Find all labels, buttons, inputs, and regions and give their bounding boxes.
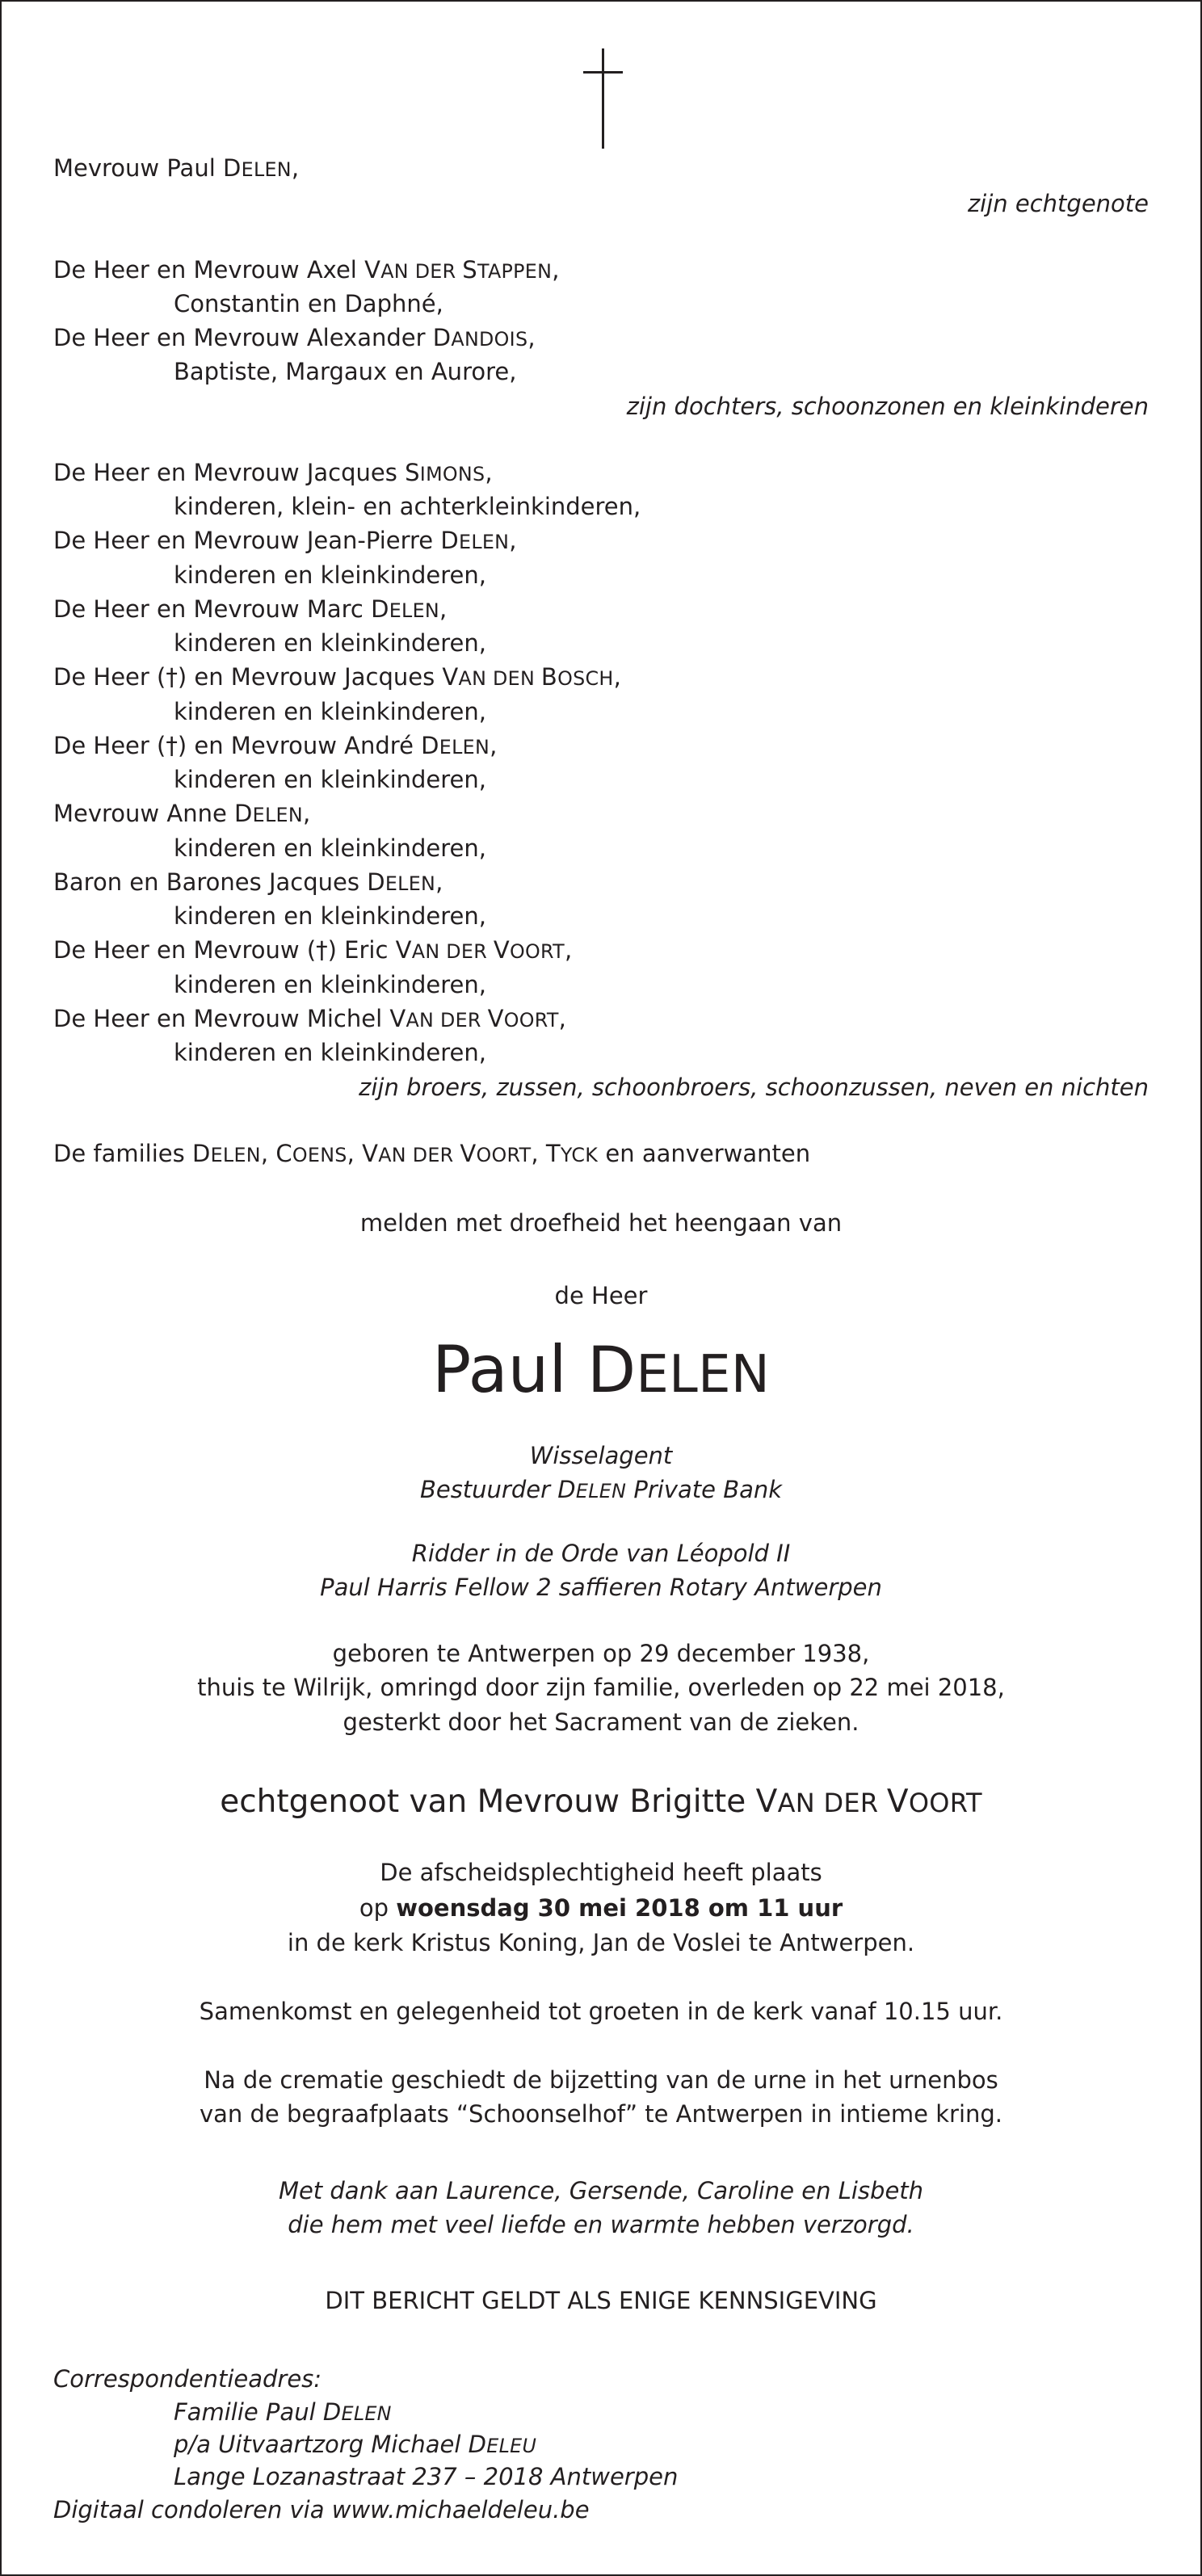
daughters-role: zijn dochters, schoonzonen en kleinkinderen	[626, 393, 1149, 420]
title: de Heer	[554, 1282, 648, 1309]
correspondence-label: Correspondentieadres:	[53, 2365, 322, 2393]
husband-of: echtgenoot van Mevrouw Brigitte VAN DER VOORT	[220, 1784, 982, 1820]
bio-birth: geboren te Antwerpen op 29 december 1938,	[332, 1640, 870, 1667]
thanks-2: die hem met veel liefde en warmte hebben verzorgd.	[288, 2211, 914, 2238]
sibling-5-descendants: kinderen en kleinkinderen,	[174, 766, 486, 793]
correspondence-undertaker: p/a Uitvaartzorg Michael DELEU	[174, 2431, 537, 2458]
grandchildren-2: Baptiste, Margaux en Aurore,	[174, 358, 517, 385]
bio-sacrament: gesterkt door het Sacrament van de zieken.	[343, 1708, 859, 1736]
sibling-4: De Heer (†) en Mevrouw Jacques VAN DEN BOSCH,	[53, 663, 621, 691]
sibling-4-descendants: kinderen en kleinkinderen,	[174, 698, 486, 725]
position: Bestuurder DELEN Private Bank	[419, 1476, 783, 1503]
ceremony-intro: De afscheidsplechtigheid heeft plaats	[380, 1859, 822, 1886]
sibling-9: De Heer en Mevrouw Michel VAN DER VOORT,	[53, 1005, 566, 1032]
sibling-9-descendants: kinderen en kleinkinderen,	[174, 1039, 486, 1066]
announcement: melden met droefheid het heengaan van	[359, 1209, 843, 1237]
correspondence-address: Lange Lozanastraat 237 – 2018 Antwerpen	[174, 2463, 679, 2490]
cremation-2: van de begraafplaats “Schoonselhof” te Antwerpen in intieme kring.	[199, 2100, 1003, 2128]
sibling-7: Baron en Barones Jacques DELEN,	[53, 868, 443, 896]
spouse-role: zijn echtgenote	[967, 190, 1149, 217]
sibling-7-descendants: kinderen en kleinkinderen,	[174, 902, 486, 930]
sibling-5: De Heer (†) en Mevrouw André DELEN,	[53, 732, 498, 759]
honour-1: Ridder in de Orde van Léopold II	[411, 1540, 791, 1567]
online-condolence: Digitaal condoleren via www.michaeldeleu.be	[53, 2496, 590, 2523]
sibling-3-descendants: kinderen en kleinkinderen,	[174, 629, 486, 657]
deceased-name: Paul DELEN	[431, 1332, 771, 1407]
sibling-3: De Heer en Mevrouw Marc DELEN,	[53, 595, 448, 623]
gathering: Samenkomst en gelegenheid tot groeten in de kerk vanaf 10.15 uur.	[199, 1998, 1003, 2025]
grandchildren-1: Constantin en Daphné,	[174, 290, 443, 317]
sibling-6-descendants: kinderen en kleinkinderen,	[174, 834, 486, 862]
families-line: De families DELEN, COENS, VAN DER VOORT, TYCK en aanverwanten	[53, 1140, 811, 1167]
cross-horizontal-bar	[583, 71, 623, 74]
cremation-1: Na de crematie geschiedt de bijzetting van de urne in het urnenbos	[204, 2066, 998, 2094]
sibling-2: De Heer en Mevrouw Jean-Pierre DELEN,	[53, 527, 517, 554]
correspondence-family: Familie Paul DELEN	[174, 2398, 392, 2426]
ceremony-location: in de kerk Kristus Koning, Jan de Voslei te Antwerpen.	[287, 1929, 915, 1956]
cross-vertical-bar	[602, 48, 604, 149]
daughter-family-1: De Heer en Mevrouw Axel VAN DER STAPPEN,	[53, 256, 560, 284]
bio-death: thuis te Wilrijk, omringd door zijn familie, overleden op 22 mei 2018,	[197, 1674, 1005, 1701]
sibling-8: De Heer en Mevrouw (†) Eric VAN DER VOORT,	[53, 936, 573, 964]
ceremony-date: op woensdag 30 mei 2018 om 11 uur	[359, 1894, 843, 1922]
sibling-1: De Heer en Mevrouw Jacques SIMONS,	[53, 459, 493, 486]
sibling-1-descendants: kinderen, klein- en achterkleinkinderen,	[174, 493, 641, 520]
sibling-8-descendants: kinderen en kleinkinderen,	[174, 971, 486, 998]
honour-2: Paul Harris Fellow 2 saffieren Rotary Antwerpen	[320, 1574, 882, 1601]
profession: Wisselagent	[529, 1442, 673, 1469]
notice: DIT BERICHT GELDT ALS ENIGE KENNSIGEVING	[325, 2287, 877, 2314]
thanks-1: Met dank aan Laurence, Gersende, Caroline en Lisbeth	[278, 2177, 924, 2204]
siblings-role: zijn broers, zussen, schoonbroers, schoonzussen, neven en nichten	[359, 1074, 1149, 1101]
daughter-family-2: De Heer en Mevrouw Alexander DANDOIS,	[53, 324, 536, 351]
sibling-2-descendants: kinderen en kleinkinderen,	[174, 561, 486, 589]
sibling-6: Mevrouw Anne DELEN,	[53, 800, 311, 827]
spouse-line: Mevrouw Paul DELEN,	[53, 154, 300, 182]
